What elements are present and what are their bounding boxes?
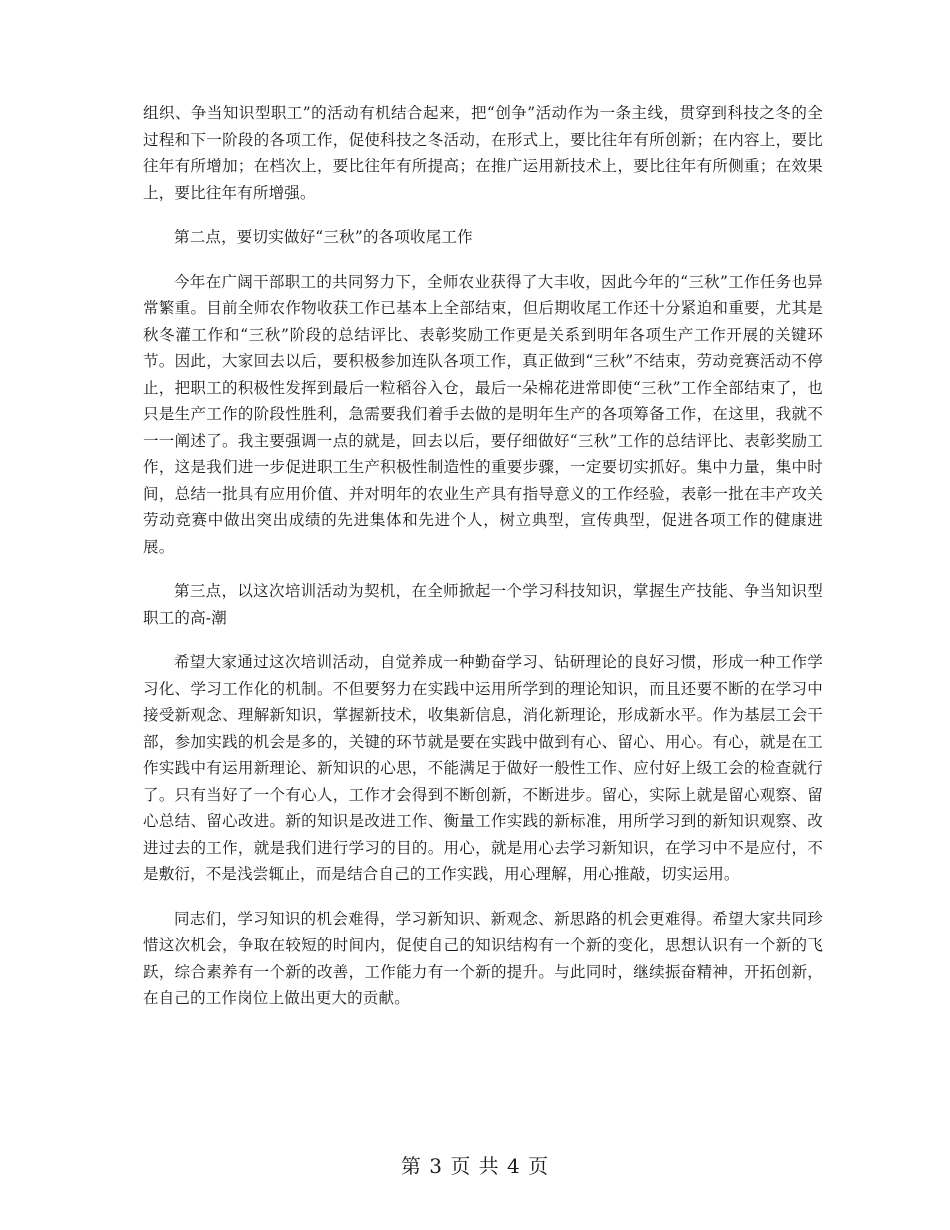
- paragraph-point-2-body: 今年在广阔干部职工的共同努力下，全师农业获得了大丰收，因此今年的“三秋”工作任务也异常繁重。目前全师农作物收获工作已基本上全部结束，但后期收尾工作还十分紧迫和重要，尤其是秋冬灌工作和“三秋”阶段的总结评比、表彰奖励工作更是关系到明年各项生产工作开展的关键环节。因此，大家回去以后，要积极参加连队各项工作，真正做到“三秋”不结束，劳动竞赛活动不停止，把职工的积极性发挥到最后一粒稻谷入仓，最后一朵棉花进常即使“三秋”工作全部结束了，也只是生产工作的阶段性胜利，急需要我们着手去做的是明年生产的各项筹备工作，在这里，我就不一一阐述了。我主要强调一点的就是，回去以后，要仔细做好“三秋”工作的总结评比、表彰奖励工作，这是我们进一步促进职工生产积极性制造性的重要步骤，一定要切实抓好。集中力量，集中时间，总结一批具有应用价值、并对明年的农业生产具有指导意义的工作经验，表彰一批在丰产攻关劳动竞赛中做出突出成绩的先进集体和先进个人，树立典型，宣传典型，促进各项工作的健康进展。: [143, 272, 823, 556]
- section-heading-point-3: 第三点，以这次培训活动为契机，在全师掀起一个学习科技知识，掌握生产技能、争当知识型职工的高-潮: [143, 582, 823, 627]
- paragraph-continuation: 组织、争当知识型职工”的活动有机结合起来，把“创争”活动作为一条主线，贯穿到科技之冬的全过程和下一阶段的各项工作，促使科技之冬活动，在形式上，要比往年有所创新；在内容上，要比往年有所增加；在档次上，要比往年有所提高；在推广运用新技术上，要比往年有所侧重；在效果上，要比往年有所增强。: [143, 104, 823, 202]
- document-body: [143, 100, 823, 1030]
- paragraph-closing: 同志们，学习知识的机会难得，学习新知识、新观念、新思路的机会更难得。希望大家共同珍惜这次机会，争取在较短的时间内，促使自己的知识结构有一个新的变化，思想认识有一个新的飞跃，综合素养有一个新的改善，工作能力有一个新的提升。与此同时，继续振奋精神，开拓创新，在自己的工作岗位上做出更大的贡献。: [143, 909, 823, 1007]
- page-number-footer: 第 3 页 共 4 页: [400, 1154, 550, 1178]
- section-heading-point-2: 第二点，要切实做好“三秋”的各项收尾工作: [174, 228, 473, 246]
- paragraph-point-3-body: 希望大家通过这次培训活动，自觉养成一种勤奋学习、钻研理论的良好习惯，形成一种工作学习化、学习工作化的机制。不但要努力在实践中运用所学到的理论知识，而且还要不断的在学习中接受新观念、理解新知识，掌握新技术，收集新信息，消化新理论，形成新水平。作为基层工会干部，参加实践的机会是多的，关键的环节就是要在实践中做到有心、留心、用心。有心，就是在工作实践中有运用新理论、新知识的心思，不能满足于做好一般性工作、应付好上级工会的检查就行了。只有当好了一个有心人，工作才会得到不断创新，不断进步。留心，实际上就是留心观察、留心总结、留心改进。新的知识是改进工作、衡量工作实践的新标准，用所学习到的新知识观察、改进过去的工作，就是我们进行学习的目的。用心，就是用心去学习新知识，在学习中不是应付，不是敷衍，不是浅尝辄止，而是结合自己的工作实践，用心理解，用心推敲，切实运用。: [143, 653, 823, 883]
